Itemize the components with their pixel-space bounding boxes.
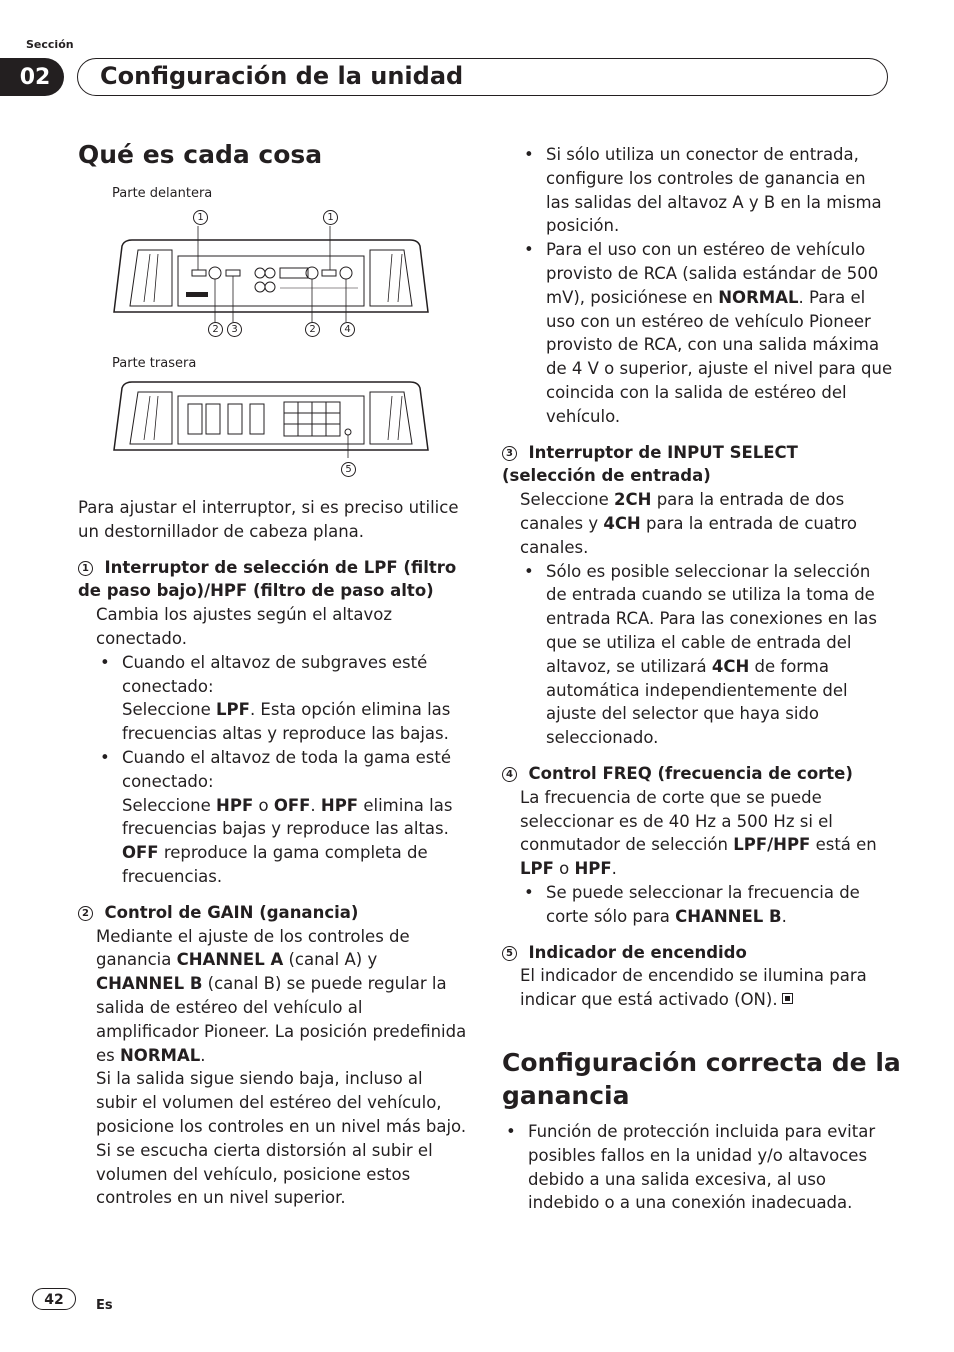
s3-body: Seleccione 2CH para la entrada de dos canales y 4CH para la entrada de cuatro canales. • Sólo es posible seleccionar la selección de entrada cuando se utiliza la toma de entrada RCA. Para las conexiones en las que se utiliza el cable de entrada del altavoz, se utilizará 4CH de forma automática independientemente del ajuste del selector que haya sido seleccionado. [502, 488, 894, 750]
right-column-text [502, 143, 894, 1012]
s2-heading: 2 Control de GAIN (ganancia) [78, 901, 468, 925]
caption-front: Parte delantera [112, 186, 213, 201]
section-number-badge: 02 [0, 58, 64, 96]
callout-2-left: 2 [208, 322, 223, 337]
callout-2-right: 2 [305, 322, 320, 337]
s1-bullet-2: • Cuando el altavoz de toda la gama esté conectado: Seleccione HPF o OFF. HPF elimina las frecuencias bajas y reproduce las altas. OFF reproduce la gama completa de frecuencias. [78, 746, 468, 889]
language-code: Es [96, 1298, 113, 1313]
section-title: Configuración de la unidad [100, 62, 464, 90]
s5-body: El indicador de encendido se ilumina para indicar que está activado (ON). [520, 966, 867, 1010]
heading-configuracion-ganancia: Configuración correcta de la ganancia [502, 1048, 901, 1110]
s4-bullet: • Se puede seleccionar la frecuencia de corte sólo para CHANNEL B. [502, 881, 894, 929]
page-number: 42 [32, 1288, 76, 1310]
callout-4: 4 [340, 322, 355, 337]
callout-1-right: 1 [323, 210, 338, 225]
r-bullet-1: • Si sólo utiliza un conector de entrada, configure los controles de ganancia en las salidas del altavoz A y B en la misma posición. [502, 143, 894, 238]
callout-1-left: 1 [193, 210, 208, 225]
amplifier-front-illustration [108, 226, 434, 322]
r-bullet-2: • Para el uso con un estéreo de vehículo provisto de RCA (salida estándar de 500 mV), posiciónese en NORMAL. Para el uso con un estéreo de vehículo Pioneer provisto de RCA, con una salida máxima de 4 V o superior, ajuste el nivel para que coincida con la salida de estéreo del vehículo. [502, 238, 894, 428]
s1-bullet-1: • Cuando el altavoz de subgraves esté conectado: Seleccione LPF. Esta opción elimina las frecuencias altas y reproduce las bajas. [78, 651, 468, 746]
s4-body: La frecuencia de corte que se puede seleccionar es de 40 Hz a 500 Hz si el conmutador de selección LPF/HPF está en LPF o HPF. • Se puede seleccionar la frecuencia de corte sólo para CHANNEL B. [502, 786, 894, 929]
intro-text: Para ajustar el interruptor, si es preciso utilice un destornillador de cabeza plana. [78, 498, 459, 541]
end-of-section-icon [782, 993, 793, 1004]
callout-5: 5 [341, 462, 356, 477]
section-label: Sección [26, 38, 74, 51]
s5-heading: 5 Indicador de encendido [502, 941, 894, 965]
gain-section-text [502, 1120, 894, 1215]
amplifier-rear-illustration [108, 378, 434, 458]
caption-rear: Parte trasera [112, 356, 197, 371]
heading-que-es-cada-cosa: Qué es cada cosa [78, 140, 323, 169]
r-bullet-3: • Función de protección incluida para evitar posibles fallos en la unidad y/o altavoces debido a una salida excesiva, al uso indebido o a una conexión inadecuada. [502, 1120, 894, 1215]
callout-3: 3 [227, 322, 242, 337]
s2-body: Mediante el ajuste de los controles de ganancia CHANNEL A (canal A) y CHANNEL B (canal B) se puede regular la salida de estéreo del vehículo al amplificador Pioneer. La posición predefinida es NORMAL. Si la salida sigue siendo baja, incluso al subir el volumen del estéreo del vehículo, posicione los controles en un nivel más bajo. Si se escucha cierta distorsión al subir el volumen del vehículo, posicione estos controles en un nivel superior. [96, 926, 467, 1208]
s3-heading: 3 Interruptor de INPUT SELECT (selección de entrada) [502, 442, 798, 486]
s1-body: Cambia los ajustes según el altavoz conectado. • Cuando el altavoz de subgraves esté conectado: Seleccione LPF. Esta opción elimina las frecuencias altas y reproduce las bajas. • Cuando el altavoz de toda la gama esté conectado: Seleccione HPF o OFF. HPF elimina las frecuencias bajas y reproduce las altas. OFF reproduce la gama completa de frecuencias. [78, 603, 468, 889]
left-column-text [78, 496, 468, 1210]
s4-heading: 4 Control FREQ (frecuencia de corte) [502, 762, 894, 786]
s1-heading: 1 Interruptor de selección de LPF (filtro de paso bajo)/HPF (filtro de paso alto) [78, 557, 457, 601]
s3-bullet: • Sólo es posible seleccionar la selección de entrada cuando se utiliza la toma de entrada RCA. Para las conexiones en las que se utiliza el cable de entrada del altavoz, se utilizará 4CH de forma automática independientemente del ajuste del selector que haya sido seleccionado. [502, 560, 894, 750]
